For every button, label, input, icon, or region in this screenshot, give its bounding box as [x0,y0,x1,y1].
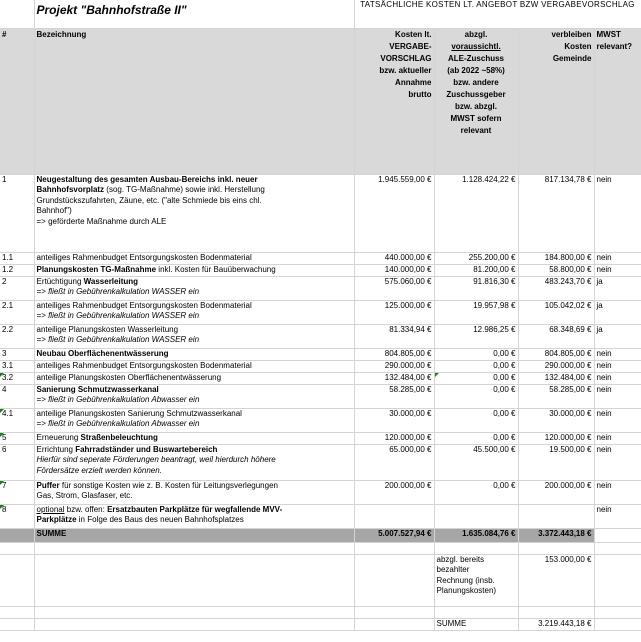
text-fragment: => geförderte Maßnahme durch ALE [36,216,167,226]
description-line [37,515,352,526]
col-nr-header: # [0,28,34,174]
row-number: 7 [0,480,34,504]
deduction-value: 153.000,00 € [518,554,594,606]
row-description [34,444,354,480]
empty-cell [0,606,34,618]
row-verbleib: 19.500,00 € [518,444,594,480]
final-sum-label: SUMME [434,618,518,630]
row-zuschuss: 255.200,00 € [434,252,518,264]
empty-cell [354,554,434,606]
header-line: brutto [408,89,432,99]
row-kosten: 804.805,00 € [354,348,434,360]
text-fragment: Ersatzbauten Parkplätze für wegfallende MVV- [107,504,283,514]
text-fragment: Puffer [36,480,60,490]
header-line: Annahme [395,77,432,87]
text-fragment: anteilige Planungskosten Sanierung Schmutzwasserkanal [36,408,242,418]
final-sum-value: 3.219.443,18 € [518,618,594,630]
row-kosten [354,504,434,528]
table-row [0,444,641,480]
text-fragment: Neubau Oberflächenentwässerung [36,348,169,358]
row-kosten: 125.000,00 € [354,300,434,324]
sum-label: SUMME [34,528,354,542]
description-line [37,196,352,207]
header-line: relevant? [596,41,633,51]
empty-cell [434,542,518,554]
text-fragment: Neugestaltung des gesamten Ausbau-Bereichs inkl. neuer [36,174,258,184]
row-description [34,276,354,300]
row-mwst: ja [594,300,641,324]
row-number: 4.1 [0,408,34,432]
row-verbleib: 184.800,00 € [518,252,594,264]
text-fragment: bzw. offen: [64,504,108,514]
empty-cell [34,542,354,554]
empty-cell [434,606,518,618]
table-row [0,372,641,384]
row-verbleib: 30.000,00 € [518,408,594,432]
project-title: Projekt "Bahnhofstraße II" [34,0,354,28]
deduction-line: Rechnung (insb. [436,575,495,585]
empty-cell [34,618,354,630]
text-fragment: Straßenbeleuchtung [80,432,158,442]
table-row [0,252,641,264]
row-mwst: nein [594,372,641,384]
header-line: (ab 2022 ~58%) [447,65,505,75]
empty-cell [0,542,34,554]
row-mwst: nein [594,360,641,372]
description-line [37,373,352,384]
empty-cell [354,542,434,554]
description-line [37,265,352,276]
header-line: abzgl. [464,29,488,39]
empty-cell [354,618,434,630]
row-verbleib: 200.000,00 € [518,480,594,504]
description-line [37,491,352,502]
text-fragment: Parkplätze [36,515,77,524]
row-kosten: 81.334,94 € [354,324,434,348]
row-description [34,252,354,264]
row-mwst: nein [594,174,641,252]
row-number: 3.2 [0,372,34,384]
row-description [34,432,354,444]
text-fragment: anteilige Planungskosten Wasserleitung [36,324,179,334]
row-description [34,372,354,384]
title-spacer [0,0,34,28]
text-fragment: Gas, Strom, Glasfaser, etc. [36,491,133,500]
row-kosten: 140.000,00 € [354,264,434,276]
table-row [0,384,641,408]
row-zuschuss: 45.500,00 € [434,444,518,480]
description-line [37,466,352,477]
row-description [34,348,354,360]
sum-nr [0,528,34,542]
row-mwst: nein [594,480,641,504]
header-line: bzw. andere [453,77,499,87]
row-kosten: 132.484,00 € [354,372,434,384]
row-verbleib: 804.805,00 € [518,348,594,360]
header-line: Kosten [564,41,592,51]
row-kosten: 575.060,00 € [354,276,434,300]
header-line: Gemeinde [552,53,592,63]
row-kosten: 200.000,00 € [354,480,434,504]
empty-cell [594,542,641,554]
col-verbleib-header [518,28,594,174]
row-number: 8 [0,504,34,528]
row-zuschuss: 12.986,25 € [434,324,518,348]
text-fragment: => fließt in Gebührenkalkulation Abwasser ein [36,419,200,428]
sum-verbleib: 3.372.443,18 € [518,528,594,542]
sum-zuschuss: 1.635.084,76 € [434,528,518,542]
top-header: TATSÄCHLICHE KOSTEN LT. ANGEBOT BZW VERGABEVORSCHLAG [354,0,641,28]
header-line: MWST sofern [450,113,502,123]
description-line [37,311,352,322]
text-fragment: Erneuerung [36,432,81,442]
deduction-line: bezahlter [436,565,470,574]
empty-cell [354,606,434,618]
text-fragment: Grundstückszufahrten, Zäune, etc. ("alte Schmiede bis eins chl. [36,195,262,205]
description-line [37,433,352,444]
row-kosten: 290.000,00 € [354,360,434,372]
row-verbleib: 120.000,00 € [518,432,594,444]
row-description [34,360,354,372]
empty-cell [34,554,354,606]
description-line [37,409,352,420]
description-line [37,419,352,430]
text-fragment: Wasserleitung [83,276,139,286]
text-fragment: in Folge des Baus des neuen Bahnhofsplatzes [76,515,244,524]
row-mwst: ja [594,324,641,348]
empty-cell [518,542,594,554]
row-description [34,300,354,324]
row-mwst: nein [594,348,641,360]
row-verbleib: 817.134,78 € [518,174,594,252]
description-line [37,349,352,360]
table-row [0,432,641,444]
header-line: verbleiben [551,29,592,39]
row-zuschuss: 0,00 € [434,360,518,372]
description-line [37,287,352,298]
row-verbleib: 483.243,70 € [518,276,594,300]
row-verbleib: 290.000,00 € [518,360,594,372]
row-mwst: nein [594,264,641,276]
header-line: MWST [596,29,621,39]
description-line [37,455,352,466]
row-zuschuss: 19.957,98 € [434,300,518,324]
row-verbleib: 105.042,02 € [518,300,594,324]
description-line [37,175,352,186]
row-zuschuss: 0,00 € [434,408,518,432]
row-zuschuss [434,504,518,528]
text-fragment: => fließt in Gebührenkalkulation WASSER ein [36,335,200,344]
empty-cell [0,618,34,630]
row-zuschuss: 0,00 € [434,384,518,408]
row-number: 5 [0,432,34,444]
description-line [37,185,352,196]
description-line [37,301,352,312]
text-fragment: optional [36,504,65,514]
row-mwst: nein [594,432,641,444]
header-line: Kosten lt. [395,29,432,39]
row-number: 2.1 [0,300,34,324]
row-description [34,480,354,504]
deduction-line: Planungskosten) [436,586,497,595]
description-line [37,277,352,288]
text-fragment: Fördersätze erzielt werden können. [36,465,162,475]
row-zuschuss: 81.200,00 € [434,264,518,276]
header-line: voraussichtl. [451,41,501,51]
row-zuschuss: 0,00 € [434,432,518,444]
header-line: relevant [460,125,492,135]
row-mwst: nein [594,444,641,480]
empty-row [0,542,641,554]
text-fragment: => fließt in Gebührenkalkulation WASSER ein [36,311,200,320]
row-description [34,408,354,432]
row-zuschuss: 0,00 € [434,480,518,504]
text-fragment: (sog. TG-Maßnahme) sowie inkl. Herstellung [104,185,265,194]
empty-cell [34,606,354,618]
description-line [37,253,352,264]
row-verbleib: 68.348,69 € [518,324,594,348]
text-fragment: anteiliges Rahmenbudget Entsorgungskosten Bodenmaterial [36,252,252,262]
row-kosten: 120.000,00 € [354,432,434,444]
table-row [0,174,641,252]
table-row [0,408,641,432]
table-row [0,348,641,360]
row-description [34,384,354,408]
row-mwst: nein [594,252,641,264]
row-mwst: ja [594,276,641,300]
row-number: 1.1 [0,252,34,264]
description-line [37,217,352,228]
deduction-label [434,554,518,606]
row-kosten: 65.000,00 € [354,444,434,480]
row-verbleib: 58.285,00 € [518,384,594,408]
row-number: 3.1 [0,360,34,372]
row-mwst: nein [594,384,641,408]
table-row [0,480,641,504]
description-line [37,361,352,372]
text-fragment: => fließt in Gebührenkalkulation WASSER ein [36,287,200,296]
final-sum-row [0,618,641,630]
row-kosten: 30.000,00 € [354,408,434,432]
row-description [34,504,354,528]
text-fragment: anteiliges Rahmenbudget Entsorgungskosten Bodenmaterial [36,360,252,370]
text-fragment: Errichtung [36,444,76,454]
row-number: 2 [0,276,34,300]
table-row [0,276,641,300]
description-line [37,325,352,336]
header-line: bzw. abzgl. [455,101,497,111]
header-line: VERGABE- [389,41,432,51]
text-fragment: Ertüchtigung [36,276,84,286]
row-number: 2.2 [0,324,34,348]
description-line [37,335,352,346]
table-row [0,360,641,372]
text-fragment: für sonstige Kosten wie z. B. Kosten für Leitungsverlegungen [59,480,278,490]
table-row [0,264,641,276]
row-mwst: nein [594,504,641,528]
row-number: 4 [0,384,34,408]
text-fragment: Hierfür sind seperate Förderungen beantragt, weil hierdurch höhere [36,455,276,464]
text-fragment: Bahnhof") [36,206,72,215]
empty-cell [594,554,641,606]
description-line [37,385,352,396]
description-line [37,505,352,516]
row-verbleib: 132.484,00 € [518,372,594,384]
row-kosten: 440.000,00 € [354,252,434,264]
sum-mwst [594,528,641,542]
empty-cell [594,606,641,618]
table-row [0,324,641,348]
row-verbleib: 58.800,00 € [518,264,594,276]
row-description [34,174,354,252]
empty-cell [0,554,34,606]
text-fragment: Bahnhofsvorplatz [36,185,105,194]
sum-row [0,528,641,542]
table-row [0,504,641,528]
row-mwst: nein [594,408,641,432]
description-line [37,481,352,492]
text-fragment: Sanierung Schmutzwasserkanal [36,384,159,394]
header-line: bzw. aktueller [379,65,432,75]
header-line: Zuschussgeber [446,89,506,99]
text-fragment: Fahrradständer und Buswartebereich [75,444,218,454]
header-line: VORSCHLAG [380,53,432,63]
col-bez-header: Bezeichnung [34,28,354,174]
row-number: 1.2 [0,264,34,276]
row-description [34,264,354,276]
col-zuschuss-header [434,28,518,174]
text-fragment: anteiliges Rahmenbudget Entsorgungskosten Bodenmaterial [36,300,252,310]
empty-row [0,606,641,618]
col-kosten-header [354,28,434,174]
text-fragment: inkl. Kosten für Bauüberwachung [156,264,276,274]
row-verbleib [518,504,594,528]
deduction-row [0,554,641,606]
text-fragment: Planungskosten TG-Maßnahme [36,264,157,274]
row-description [34,324,354,348]
row-zuschuss: 0,00 € [434,348,518,360]
table-row [0,300,641,324]
text-fragment: anteilige Planungskosten Oberflächenentwässerung [36,372,222,382]
row-kosten: 1.945.559,00 € [354,174,434,252]
row-zuschuss: 91.816,30 € [434,276,518,300]
col-mwst-header [594,28,641,174]
description-line [37,206,352,217]
row-number: 6 [0,444,34,480]
header-line: ALE-Zuschuss [447,53,504,63]
description-line [37,395,352,406]
deduction-line: abzgl. bereits [436,554,485,564]
row-number: 3 [0,348,34,360]
row-kosten: 58.285,00 € [354,384,434,408]
empty-cell [594,618,641,630]
row-number: 1 [0,174,34,252]
row-zuschuss: 1.128.424,22 € [434,174,518,252]
description-line [37,445,352,456]
empty-cell [518,606,594,618]
sum-kosten: 5.007.527,94 € [354,528,434,542]
row-zuschuss: 0,00 € [434,372,518,384]
text-fragment: => fließt in Gebührenkalkulation Abwasser ein [36,395,200,404]
